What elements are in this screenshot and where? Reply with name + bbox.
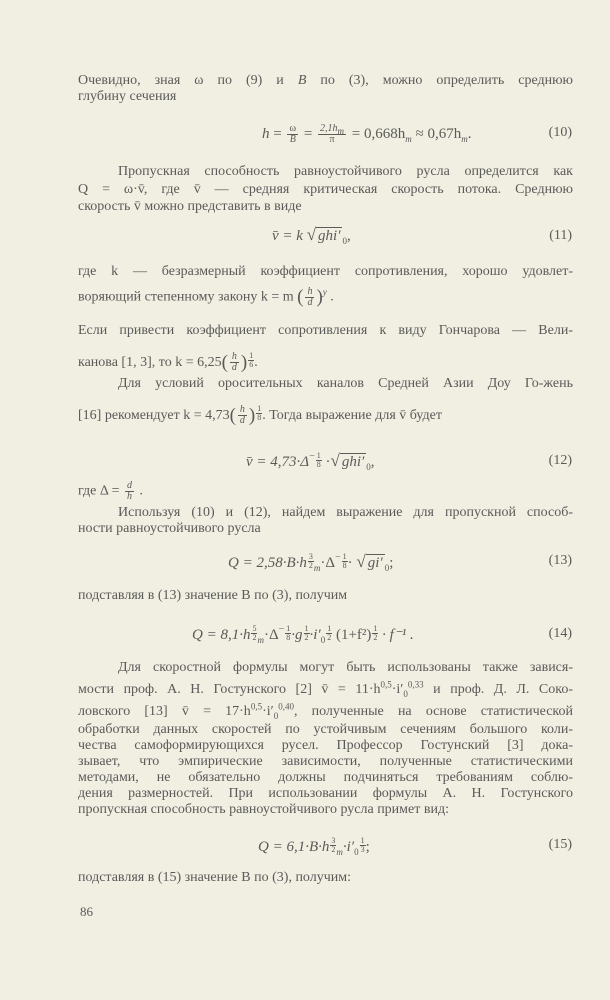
equation-14: Q = 8,1·h $\frac{5}{2}$ $_m$·Δ− $\frac{1}{8}$ ·g $\frac{1}{2}$ $\cdot i'_0$ $\frac{1}{2}$ (1+f²) $\frac{1}{2}$ · f⁻¹ .	[192, 624, 414, 645]
paragraph-10: подставляя в (15) значение B по (3), получим:	[78, 870, 352, 885]
paragraph-1-line-2: глубину сечения	[78, 89, 177, 104]
paragraph-5-line-2: [16] рекомендует k = 4,73( $\frac{h}{d}$ ) $\frac{1}{8}$ . Тогда выражение для v̄ будет	[78, 404, 442, 427]
paragraph-4-line-2: канова [1, 3], то k = 6,25( $\frac{h}{d}$ ) $\frac{1}{6}$ .	[78, 351, 258, 374]
paragraph-2-line-1: Пропускная способность равноустойчивого русла определится как	[118, 164, 573, 179]
paragraph-9-line-1: Для скоростной формулы могут быть использованы также завися-	[118, 660, 573, 675]
paragraph-9-line-4: обработки данных скоростей по устойчивым сечениям большого коли-	[78, 722, 573, 737]
paragraph-1-line-1: Очевидно, зная ω по (9) и B по (3), можно определить среднюю	[78, 73, 574, 88]
paragraph-9-line-9: пропускная способность равноустойчивого русла примет вид:	[78, 802, 449, 817]
equation-15: Q = 6,1·B·h $\frac{3}{2}$ $_m\cdot i'_0$ $\frac{1}{3}$ ;	[258, 836, 370, 857]
equation-number-15: (15)	[548, 837, 572, 852]
paragraph-9-line-5: чества самоформирующихся русел. Профессор Гостунский [3] дока-	[78, 738, 573, 753]
paragraph-2-line-2: Q = ω·v̄, где v̄ — средняя критическая скорость потока. Среднюю	[78, 182, 573, 197]
paragraph-8: подставляя в (13) значение B по (3), получим	[78, 588, 348, 603]
equation-number-10: (10)	[548, 125, 572, 140]
equation-number-13: (13)	[548, 553, 572, 568]
equation-11: v̄ = k √ ghi′ $_0$,	[272, 225, 351, 246]
paragraph-6: где Δ = $\frac{d}{h}$ .	[78, 480, 144, 502]
equation-number-12: (12)	[548, 453, 572, 468]
equation-12: v̄ = 4,73·Δ− $\frac{1}{8}$ ·√ ghi′ $_0$,	[246, 451, 375, 472]
paragraph-7-line-2: ности равноустойчивого русла	[78, 521, 261, 536]
paragraph-9-line-3: ловского [13] v̄ = $17\cdot h^{0,5}\cdot i'_0^{0,40}$, полученные на основе статистической	[78, 701, 573, 721]
page-number: 86	[80, 904, 93, 919]
paragraph-9-line-2: мости проф. А. Н. Гостунского [2] v̄ = $11\cdot h^{0,5}\cdot i'_0^{0,33}$ и проф. Д. Л. Соко-	[78, 679, 573, 699]
equation-10: h = $\frac{\omega}{B}$ = $\frac{2,1h_m}{\pi}$ = $0,668h_m \approx 0,67h_m$.	[262, 123, 472, 145]
paragraph-4-line-1: Если привести коэффициент сопротивления к виду Гончарова — Вели-	[78, 323, 573, 338]
paragraph-7-line-1: Используя (10) и (12), найдем выражение для пропускной способ-	[118, 505, 573, 520]
paragraph-9-line-6: зывает, что эмпирические зависимости, полученные статистическими	[78, 754, 573, 769]
paragraph-9-line-7: методами, не обязательно должны подчиняться требованиям соблю-	[78, 770, 573, 785]
paragraph-5-line-1: Для условий оросительных каналов Средней Азии Доу Го-жень	[118, 376, 573, 391]
paragraph-3-line-1: где k — безразмерный коэффициент сопротивления, хорошо удовлет-	[78, 264, 573, 279]
paragraph-3-line-2: воряющий степенному закону k = m ( $\frac{h}{d}$ )$^y$ .	[78, 286, 334, 308]
equation-number-11: (11)	[549, 228, 572, 243]
equation-number-14: (14)	[548, 626, 572, 641]
paragraph-2-line-3: скорость v̄ можно представить в виде	[78, 199, 302, 214]
paragraph-9-line-8: дения размерностей. При использовании формулы А. Н. Гостунского	[78, 786, 573, 801]
equation-13: Q = 2,58·B·h $\frac{3}{2}$ $_m$·Δ− $\frac{1}{8}$ · √ gi′ $_0$;	[228, 552, 394, 573]
